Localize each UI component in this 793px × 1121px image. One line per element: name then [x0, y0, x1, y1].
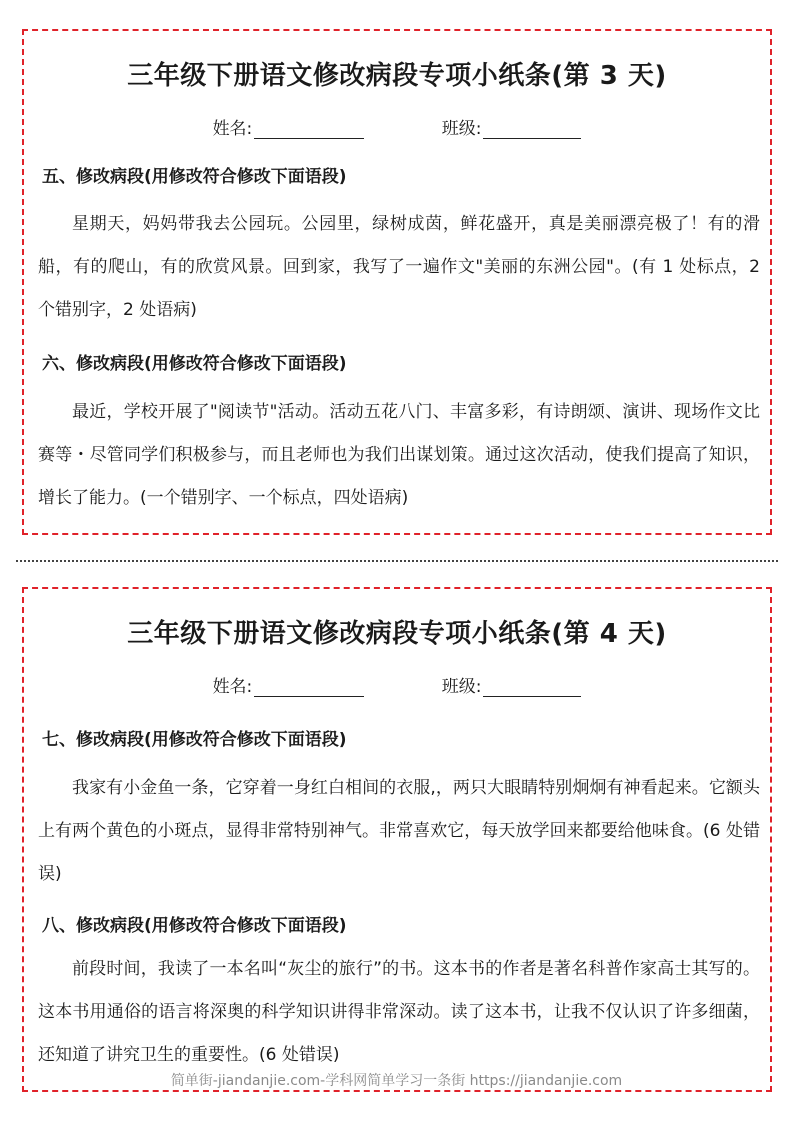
section-heading: 五、修改病段(用修改符合修改下面语段) [42, 167, 347, 187]
worksheet-title: 三年级下册语文修改病段专项小纸条(第 4 天) [127, 619, 667, 649]
section-paragraph: 前段时间，我读了一本名叫“灰尘的旅行”的书。这本书的作者是著名科普作家高士其写的。这本书用通俗的语言将深奥的科学知识讲得非常深动。读了这本书，让我不仅认识了许多细菌，还知道了讲究卫生的重要性。(6 处错误) [38, 959, 760, 1065]
name-label: 姓名: [212, 677, 253, 697]
class-label: 班级: [441, 119, 482, 139]
name-blank-line[interactable] [254, 120, 364, 139]
section-paragraph: 我家有小金鱼一条，它穿着一身红白相间的衣服,，两只大眼睛特别炯炯有神看起来。它额头上有两个黄色的小斑点，显得非常特别神气。非常喜欢它，每天放学回来都要给他味食。(6 处错误) [38, 778, 760, 884]
name-field[interactable] [213, 672, 365, 697]
worksheet-card-day4 [22, 587, 772, 1092]
section-heading: 八、修改病段(用修改符合修改下面语段) [42, 916, 347, 936]
student-info-row [24, 672, 770, 697]
cut-line-divider [16, 560, 778, 562]
worksheet-card-day3 [22, 29, 772, 535]
section-heading: 六、修改病段(用修改符合修改下面语段) [42, 354, 347, 374]
worksheet-title: 三年级下册语文修改病段专项小纸条(第 3 天) [127, 61, 667, 91]
name-field[interactable] [213, 114, 365, 139]
class-blank-line[interactable] [483, 678, 581, 697]
class-field[interactable] [442, 672, 582, 697]
name-blank-line[interactable] [254, 678, 364, 697]
section-heading: 七、修改病段(用修改符合修改下面语段) [42, 730, 347, 750]
class-field[interactable] [442, 114, 582, 139]
section-paragraph: 星期天，妈妈带我去公园玩。公园里，绿树成茵，鲜花盛开，真是美丽漂亮极了！有的滑船，有的爬山，有的欣赏风景。回到家，我写了一遍作文"美丽的东洲公园"。(有 1 处标点，2 个错别字，2 处语病) [38, 214, 760, 320]
class-label: 班级: [441, 677, 482, 697]
name-label: 姓名: [212, 119, 253, 139]
footer-watermark: 简单街-jiandanjie.com-学科网简单学习一条街 https://jiandanjie.com [170, 1073, 623, 1089]
section-paragraph: 最近，学校开展了"阅读节"活动。活动五花八门、丰富多彩，有诗朗颂、演讲、现场作文比赛等・尽管同学们积极参与，而且老师也为我们出谋划策。通过这次活动，使我们提高了知识，增长了能力。(一个错别字、一个标点，四处语病) [38, 402, 760, 508]
class-blank-line[interactable] [483, 120, 581, 139]
student-info-row [24, 114, 770, 139]
